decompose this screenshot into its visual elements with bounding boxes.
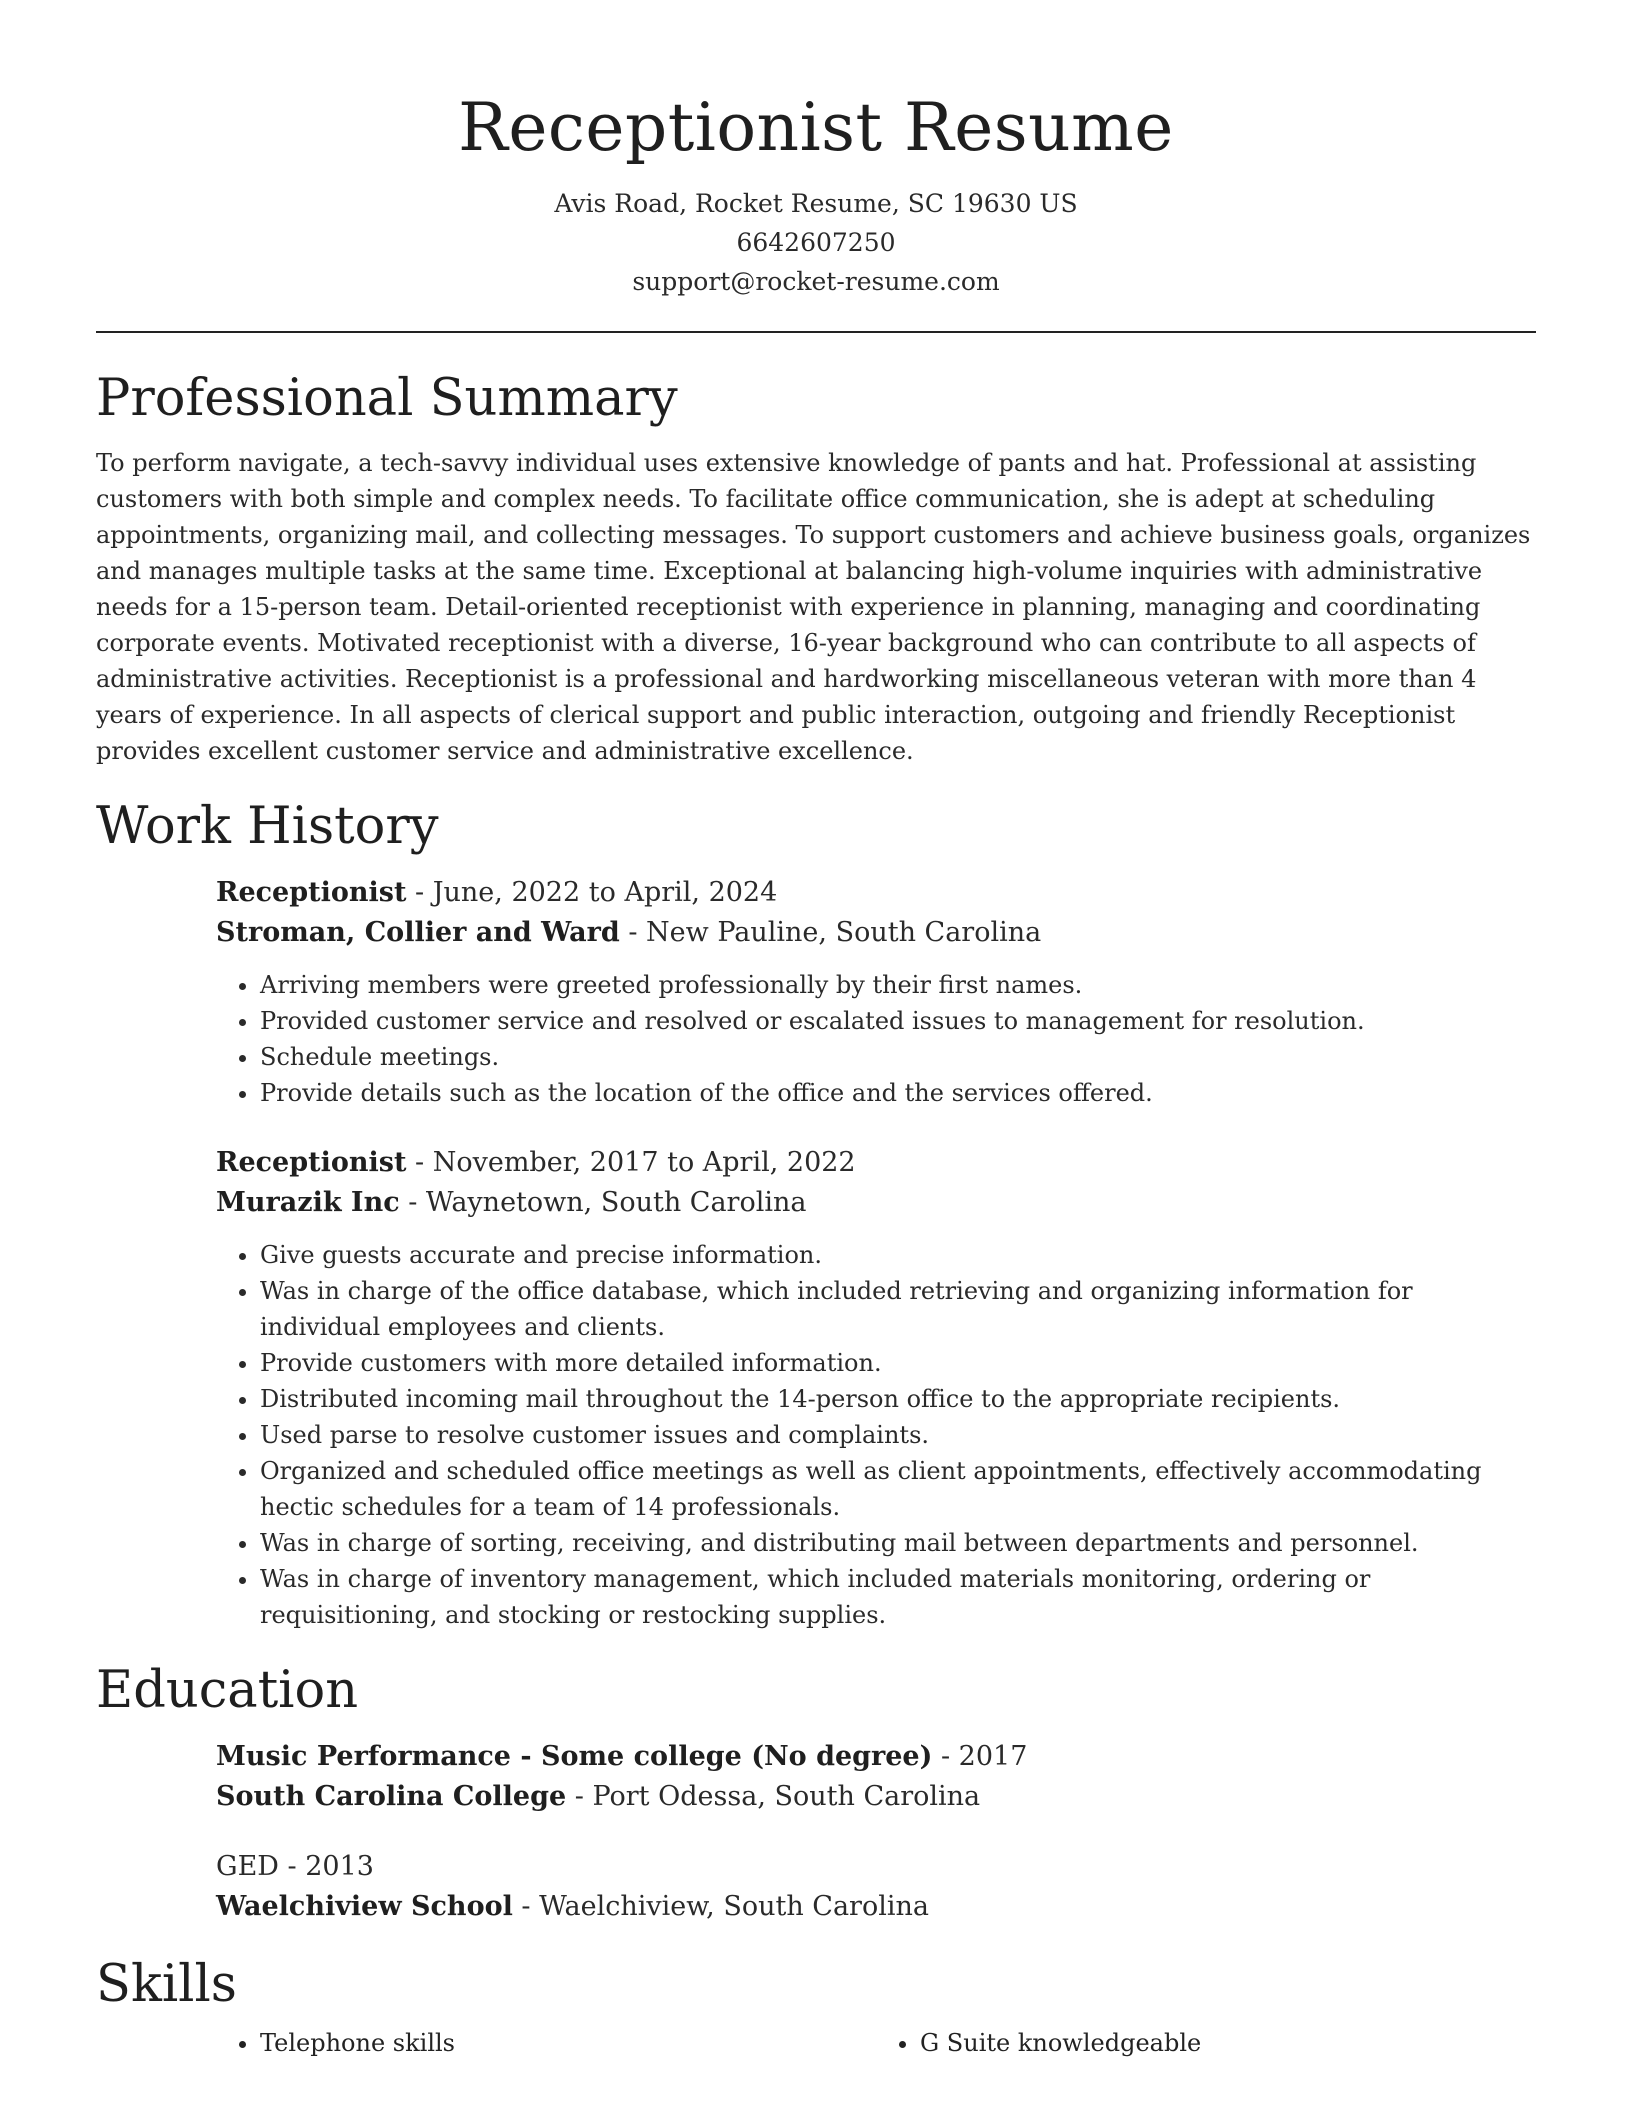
education-location: - Waelchiview, South Carolina xyxy=(512,1891,929,1922)
skills-list-right xyxy=(876,2025,1536,2061)
education-entry xyxy=(216,1847,1536,1927)
job-company: Stroman, Collier and Ward xyxy=(216,917,620,948)
job-company: Murazik Inc xyxy=(216,1187,400,1218)
job-title-line xyxy=(216,873,1536,913)
resume-page xyxy=(96,0,1536,2061)
list-item: • Give guests accurate and precise information. xyxy=(260,1237,1536,1273)
list-item: • Schedule meetings. xyxy=(260,1039,1536,1075)
job-location: - Waynetown, South Carolina xyxy=(399,1187,807,1218)
work-history-section xyxy=(96,795,1536,1633)
summary-text: To perform navigate, a tech-savvy individual uses extensive knowledge of pants and hat. Professional at assisting customers with both simple and complex needs. To facilitate office communication, she is adept at scheduling appointments, organizing mail, and collecting messages. To support customers and achieve business goals, organizes and manages multiple tasks at the same time. Exceptional at balancing high-volume inquiries with administrative needs for a 15-person team. Detail-oriented receptionist with experience in planning, managing and coordinating corporate events. Motivated receptionist with a diverse, 16-year background who can contribute to all aspects of administrative activities. Receptionist is a professional and hardworking miscellaneous veteran with more than 4 years of experience. In all aspects of clerical support and public interaction, outgoing and friendly Receptionist provides excellent customer service and administrative excellence. xyxy=(96,449,1531,765)
phone-number: 6642607250 xyxy=(736,228,896,257)
address: Avis Road, Rocket Resume, SC 19630 US xyxy=(554,189,1078,218)
header-divider xyxy=(96,331,1536,333)
list-item: • Organized and scheduled office meetings as well as client appointments, effectively accommodating hectic schedules for a team of 14 professionals. xyxy=(260,1453,1536,1525)
list-item: • Provide customers with more detailed information. xyxy=(260,1345,1536,1381)
resume-header xyxy=(96,0,1536,301)
section-title-skills: Skills xyxy=(96,1955,237,2014)
education-year: - 2017 xyxy=(932,1741,1028,1772)
job-dates: - June, 2022 to April, 2024 xyxy=(406,877,778,908)
education-school-line xyxy=(216,1777,1536,1817)
list-item: • Used parse to resolve customer issues and complaints. xyxy=(260,1417,1536,1453)
job-title-line xyxy=(216,1143,1536,1183)
list-item: • Provide details such as the location of the office and the services offered. xyxy=(260,1075,1536,1111)
list-item: • Distributed incoming mail throughout the 14-person office to the appropriate recipients. xyxy=(260,1381,1536,1417)
job-role: Receptionist xyxy=(216,877,407,908)
education-entry xyxy=(216,1737,1536,1817)
list-item: • Was in charge of the office database, which included retrieving and organizing information for individual employees and clients. xyxy=(260,1273,1536,1345)
skills-section xyxy=(96,1953,1536,2061)
section-title-summary: Professional Summary xyxy=(96,369,678,428)
education-school-line xyxy=(216,1887,1536,1927)
job-role: Receptionist xyxy=(216,1147,407,1178)
job-entry xyxy=(216,1143,1536,1633)
summary-section xyxy=(96,367,1536,769)
education-list xyxy=(216,1737,1536,1927)
section-title-work: Work History xyxy=(96,797,439,856)
job-company-line xyxy=(216,913,1536,953)
list-item: • Was in charge of inventory management, which included materials monitoring, ordering or requisitioning, and stocking or restocking supplies. xyxy=(260,1561,1536,1633)
education-school: South Carolina College xyxy=(216,1781,567,1812)
job-location: - New Pauline, South Carolina xyxy=(619,917,1042,948)
list-item: • Telephone skills xyxy=(260,2025,876,2061)
list-item: • G Suite knowledgeable xyxy=(920,2025,1536,2061)
job-bullets xyxy=(216,967,1536,1111)
section-title-education: Education xyxy=(96,1661,359,1720)
education-section xyxy=(96,1659,1536,1927)
list-item: • Provided customer service and resolved or escalated issues to management for resolution. xyxy=(260,1003,1536,1039)
education-degree: Music Performance - Some college (No degree) xyxy=(216,1741,933,1772)
skills-list-left xyxy=(216,2025,876,2061)
list-item: • Arriving members were greeted professionally by their first names. xyxy=(260,967,1536,1003)
education-location: - Port Odessa, South Carolina xyxy=(566,1781,981,1812)
job-dates: - November, 2017 to April, 2022 xyxy=(406,1147,856,1178)
education-degree-line xyxy=(216,1847,1536,1887)
job-entry xyxy=(216,873,1536,1111)
skills-columns xyxy=(216,2017,1536,2061)
contact-info xyxy=(96,184,1536,301)
job-list xyxy=(216,873,1536,1633)
email-address: support@rocket-resume.com xyxy=(632,267,1000,296)
education-school: Waelchiview School xyxy=(216,1891,513,1922)
list-item: • Was in charge of sorting, receiving, and distributing mail between departments and personnel. xyxy=(260,1525,1536,1561)
job-bullets xyxy=(216,1237,1536,1633)
education-year: GED - 2013 xyxy=(216,1851,374,1882)
resume-title: Receptionist Resume xyxy=(458,89,1174,166)
job-company-line xyxy=(216,1183,1536,1223)
education-degree-line xyxy=(216,1737,1536,1777)
